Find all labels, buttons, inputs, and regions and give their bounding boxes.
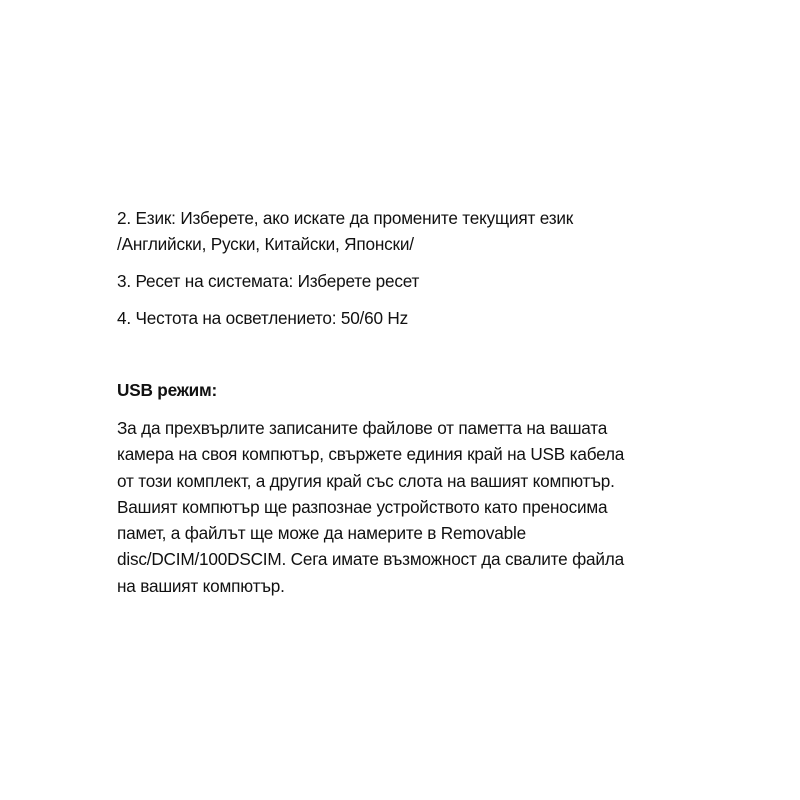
text-line: Вашият компютър ще разпознае устройството като преносима bbox=[117, 496, 608, 517]
text-line: /Английски, Руски, Китайски, Японски/ bbox=[117, 234, 414, 254]
text-line: 3. Ресет на системата: Изберете ресет bbox=[117, 271, 420, 291]
settings-item-language bbox=[117, 205, 717, 257]
text-line: За да прехвърлите записаните файлове от паметта на вашата bbox=[117, 418, 608, 438]
settings-list bbox=[117, 205, 717, 331]
text-line: на вашият компютър. bbox=[117, 575, 285, 596]
text-line: 4. Честота на осветлението: 50/60 Hz bbox=[117, 308, 409, 328]
text-line: disc/DCIM/100DSCIM. Сега имате възможност да свалите файла bbox=[117, 549, 624, 570]
settings-item-system-reset bbox=[117, 268, 717, 294]
usb-mode-heading: USB режим: bbox=[117, 380, 218, 400]
settings-item-light-frequency bbox=[117, 305, 717, 331]
text-line: памет, а файлът ще може да намерите в Removable bbox=[117, 523, 526, 544]
text-line: от този комплект, а другия край със слота на вашият компютър. bbox=[117, 470, 615, 491]
text-line: камера на своя компютър, свържете единия край на USB кабела bbox=[117, 444, 625, 465]
text-line: 2. Език: Изберете, ако искате да промените текущият език bbox=[117, 208, 574, 228]
usb-mode-paragraph bbox=[117, 415, 717, 599]
